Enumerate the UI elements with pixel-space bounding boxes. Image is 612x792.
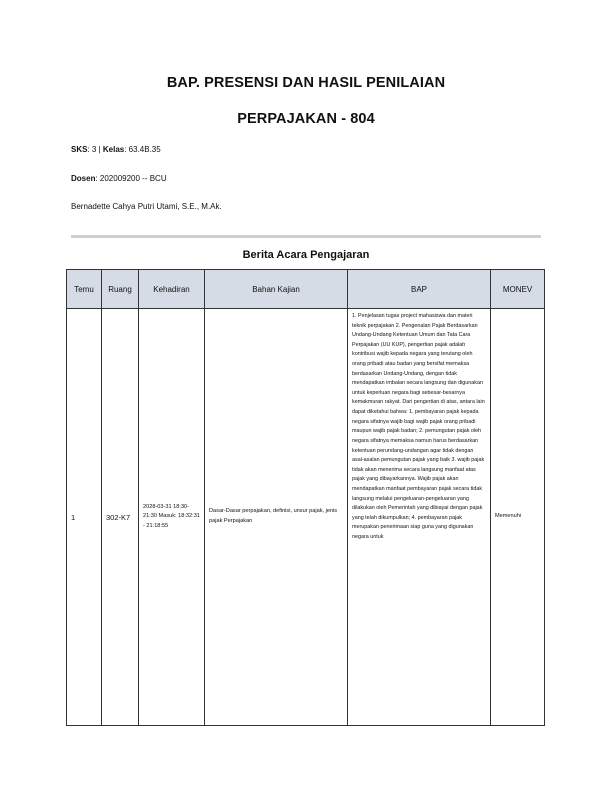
cell-ruang: 302-K7	[102, 309, 139, 726]
dosen-line	[71, 174, 167, 183]
sks-value: : 3 |	[87, 145, 103, 154]
sks-label: SKS	[71, 145, 88, 154]
divider	[71, 235, 541, 238]
column-header-bahan-kajian: Bahan Kajian	[205, 270, 348, 309]
cell-temu: 1	[67, 309, 102, 726]
dosen-name: Bernadette Cahya Putri Utami, S.E., M.Ak.	[71, 202, 222, 211]
course-title: PERPAJAKAN - 804	[237, 111, 375, 127]
column-header-ruang: Ruang	[102, 270, 139, 309]
dosen-value: : 202009200 -- BCU	[95, 174, 167, 183]
section-title: Berita Acara Pengajaran	[242, 249, 370, 261]
cell-monev: Memenuhi	[491, 309, 545, 726]
cell-kehadiran: 2028-03-31 18:30-21:30 Masuk: 18:32:31 - 21:18:55	[139, 309, 205, 726]
document-title: BAP. PRESENSI DAN HASIL PENILAIAN	[166, 75, 446, 91]
column-header-monev: MONEV	[491, 270, 545, 309]
bap-table	[66, 269, 545, 726]
kelas-value: : 63.4B.35	[124, 145, 161, 154]
cell-bap: 1. Penjelasan tugas project mahasiswa dan materi teknik perpajakan 2. Pengenalan Pajak Berdasarkan Undang-Undang Ketentuan Umum dan Tata Cara Perpajakan (UU KUP), pengertian pajak adalah kontribusi wajib kepada negara yang terutang oleh orang pribadi atau badan yang bersifat memaksa berdasarkan Undang-Undang, dengan tidak mendapatkan imbalan secara langsung dan digunakan untuk keperluan negara bagi sebesar-besarnya kemakmuran rakyat. Dari pengertian di atas, antara lain dapat diketahui bahwa: 1. pembayaran pajak kepada negara sifatnya wajib bagi wajib pajak orang pribadi maupun wajib pajak badan; 2. pemungutan pajak oleh negara sifatnya memaksa namun harus berdasarkan ketentuan perundang-undangan agar tidak dengan asal-asalan pemungutan pajak yang baik 3. wajib pajak tidak akan menerima secara langsung manfaat atas pajak yang dibayarkannya. Wajib pajak akan mendapatkan manfaat pembayaran pajak secara tidak langsung melalui pengeluaran-pengeluaran yang dilakukan oleh Pemerintah yang dibiayai dengan pajak yang telah dikumpulkan; 4. pembayaran pajak merupakan penerimaan siap guna yang digunakan negara untuk	[348, 309, 491, 726]
sks-kelas-line	[71, 145, 161, 154]
table-header-row	[67, 270, 545, 309]
cell-bahan-kajian: Dasar-Dasar perpajakan, definisi, unsur pajak, jenis pajak Perpajakan	[205, 309, 348, 726]
dosen-label: Dosen	[71, 174, 96, 183]
column-header-kehadiran: Kehadiran	[139, 270, 205, 309]
kelas-label: Kelas	[102, 145, 125, 154]
table-row	[67, 309, 545, 726]
column-header-bap: BAP	[348, 270, 491, 309]
column-header-temu: Temu	[67, 270, 102, 309]
